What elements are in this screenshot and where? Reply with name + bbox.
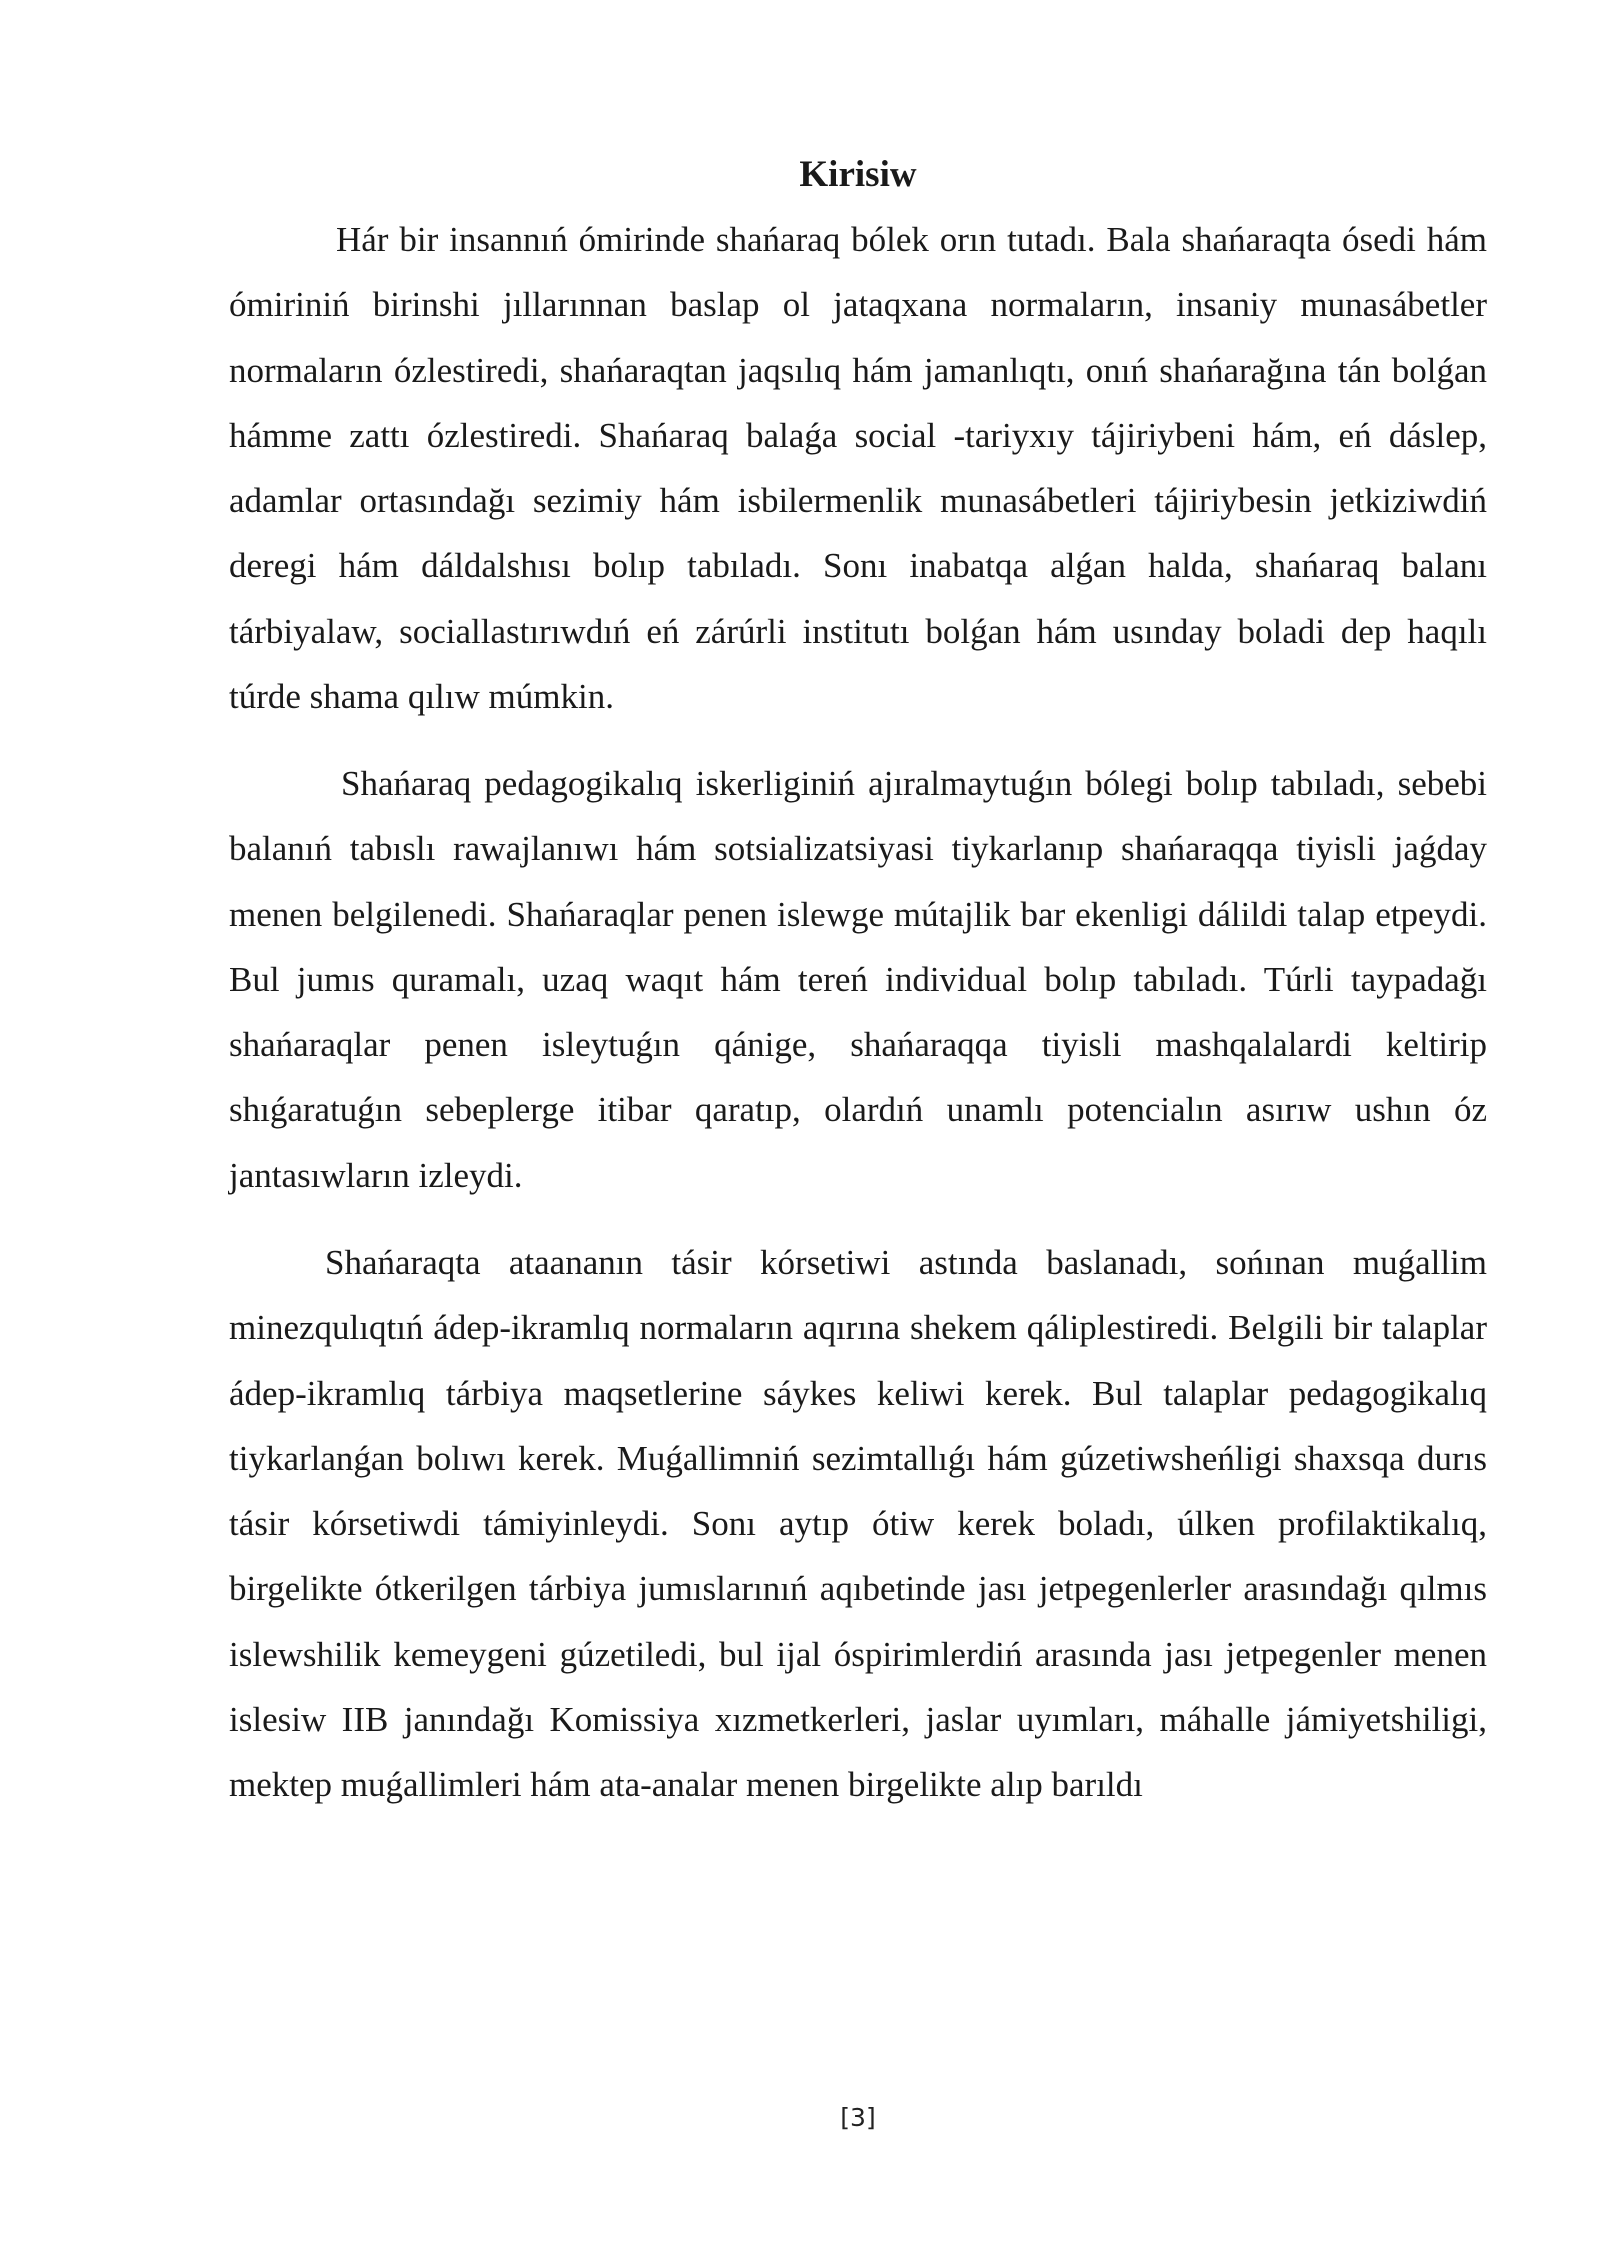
paragraph-3: Shańaraqta ataananın tásir kórsetiwi astında baslanadı, sońınan muǵallim minezqulıqtıń ádep-ikramlıq normaların aqırına shekem qáliplestiredi. Belgili bir talaplar ádep-ikramlıq tárbiya maqsetlerine sáykes keliwi kerek. Bul talaplar pedagogikalıq tiykarlanǵan bolıwı kerek. Muǵallimniń sezimtallıǵı hám gúzetiwsheńligi shaxsqa durıs tásir kórsetiwdi támiyinleydi. Sonı aytıp ótiw kerek boladı, úlken profilaktikalıq, birgelikte ótkerilgen tárbiya jumıslarınıń aqıbetinde jası jetpegenlerler arasındağı qılmıs islewshilik kemeygeni gúzetiledi, bul ijal óspirimlerdiń arasında jası jetpegenler menen islesiw IIB janındağı Komissiya xızmetkerleri, jaslar uyımları, máhalle jámiyetshiligi, mektep muǵallimleri hám ata-analar menen birgelikte alıp barıldı <box>229 1243 1487 1805</box>
paragraph-2: Shańaraq pedagogikalıq iskerliginiń ajıralmaytuǵın bólegi bolıp tabıladı, sebebi balanıń tabıslı rawajlanıwı hám sotsializatsiyasi tiykarlanıp shańaraqqa tiyisli jaǵday menen belgilenedi. Shańaraqlar penen islewge mútajlik bar ekenligi dálildi talap etpeydi. Bul jumıs quramalı, uzaq waqıt hám tereń individual bolıp tabıladı. Túrli taypadağı shańaraqlar penen isleytuǵın qánige, shańaraqqa tiyisli mashqalalardi keltirip shıǵaratuǵın sebeplerge itibar qaratıp, olardıń unamlı potencialın asırıw ushın óz jantasıwların izleydi. <box>229 764 1487 1195</box>
page-number: [3] <box>840 2103 876 2132</box>
paragraph-1: Hár bir insannıń ómirinde shańaraq bólek orın tutadı. Bala shańaraqta ósedi hám ómiriniń birinshi jıllarınnan baslap ol jataqxana normaların, insaniy munasábetler normaların ózlestiredi, shańaraqtan jaqsılıq hám jamanlıqtı, onıń shańarağına tán bolǵan hámme zattı ózlestiredi. Shańaraq balaǵa social -tariyxıy tájiriybeni hám, eń dáslep, adamlar ortasındağı sezimiy hám isbilermenlik munasábetleri tájiriybesin jetkiziwdiń deregi hám dáldalshısı bolıp tabıladı. Sonı inabatqa alǵan halda, shańaraq balanı tárbiyalaw, sociallastırıwdıń eń zárúrli institutı bolǵan hám usınday boladi dep haqılı túrde shama qılıw múmkin. <box>229 220 1487 717</box>
document-title: Kirisiw <box>799 154 917 195</box>
